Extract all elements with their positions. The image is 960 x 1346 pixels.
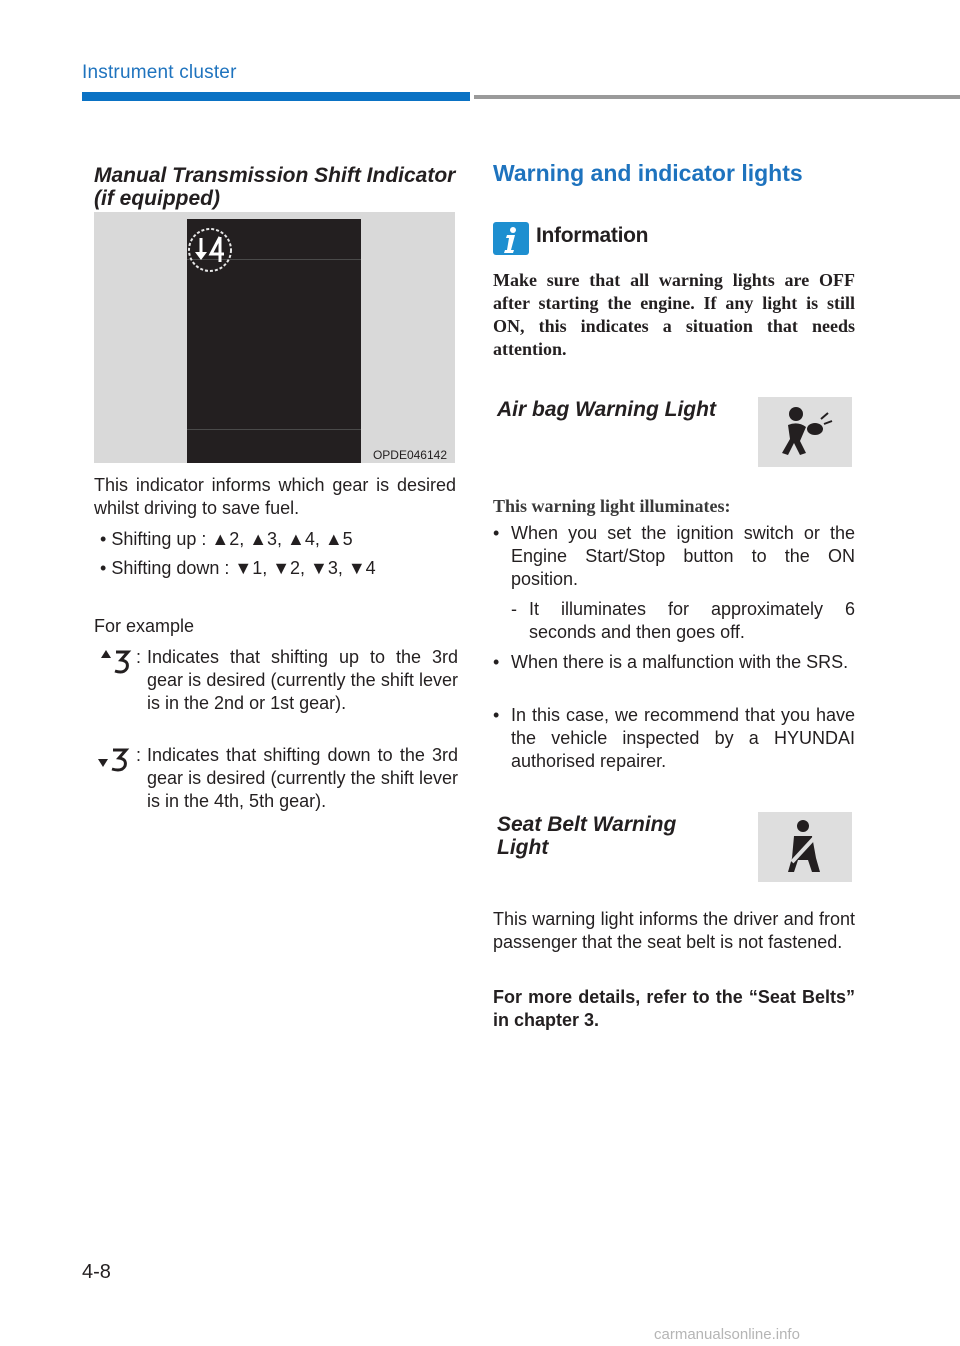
airbag-bullet-2-text: When there is a malfunction with the SRS. [511, 652, 849, 672]
illuminates-heading: This warning light illuminates: [493, 496, 731, 516]
seatbelt-text: This warning light informs the driver and front passenger that the seat belt is not fastened. [493, 909, 855, 952]
airbag-bullet-3: • In this case, we recommend that you have the vehicle inspected by a HYUNDAI authorised repairer. [493, 705, 855, 771]
warning-lights-heading: Warning and indicator lights [493, 160, 803, 186]
example-up: : Indicates that shifting up to the 3rd gear is desired (currently the shift lever is in the 2nd or 1st gear). [136, 647, 458, 713]
shift-indicator-figure [94, 212, 455, 463]
airbag-sub-text: It illuminates for approximately 6 seconds and then goes off. [529, 599, 855, 642]
page-number: 4-8 [82, 1261, 111, 1283]
header-rule-gray [474, 95, 960, 99]
shift-down-4-icon [186, 226, 236, 274]
example-down: : Indicates that shifting down to the 3rd gear is desired (currently the shift lever is in the 4th, 5th gear). [136, 745, 458, 811]
info-text: Make sure that all warning lights are OFF after starting the engine. If any light is still ON, this indicates a situation that needs attention. [493, 270, 855, 359]
airbag-bullet-3-text: In this case, we recommend that you have the vehicle inspected by a HYUNDAI authorised repairer. [511, 705, 855, 771]
airbag-warning-icon [758, 397, 852, 467]
shift-up-3-icon [98, 646, 138, 676]
seatbelt-heading: Seat Belt Warning Light [497, 813, 677, 859]
shift-down-text: Shifting down : ▼1, ▼2, ▼3, ▼4 [111, 558, 376, 578]
section-title: Instrument cluster [82, 62, 237, 83]
example-up-text: Indicates that shifting up to the 3rd gear is desired (currently the shift lever is in the 2nd or 1st gear). [147, 647, 458, 713]
example-down-text: Indicates that shifting down to the 3rd gear is desired (currently the shift lever is in the 4th, 5th gear). [147, 745, 458, 811]
intro-paragraph: This indicator informs which gear is desired whilst driving to save fuel. [94, 475, 456, 518]
airbag-heading: Air bag Warning Light [497, 398, 716, 421]
example-label: For example [94, 616, 195, 636]
airbag-bullet-1: • When you set the ignition switch or the Engine Start/Stop button to the ON position. [493, 523, 855, 589]
manual-shift-heading: Manual Transmission Shift Indicator (if equipped) [94, 164, 456, 210]
figure-code: OPDE046142 [372, 448, 447, 462]
more-details-text: For more details, refer to the “Seat Belts” in chapter 3. [493, 987, 855, 1030]
shift-up-text: Shifting up : ▲2, ▲3, ▲4, ▲5 [111, 529, 353, 549]
seatbelt-warning-icon [758, 812, 852, 882]
shift-down-3-icon [98, 744, 138, 774]
shift-up-bullet: • Shifting up : ▲2, ▲3, ▲4, ▲5 [100, 529, 353, 549]
info-label: Information [536, 224, 649, 247]
shift-down-bullet: • Shifting down : ▼1, ▼2, ▼3, ▼4 [100, 558, 376, 578]
watermark: carmanualsonline.info [654, 1326, 800, 1343]
info-icon [493, 222, 529, 255]
display-divider-bottom [187, 429, 361, 430]
airbag-bullet-1-text: When you set the ignition switch or the Engine Start/Stop button to the ON position. [511, 523, 855, 589]
airbag-bullet-2: • When there is a malfunction with the SRS. [493, 651, 855, 674]
airbag-sub-bullet: - It illuminates for approximately 6 seconds and then goes off. [511, 599, 855, 642]
header-rule-blue [82, 92, 470, 101]
